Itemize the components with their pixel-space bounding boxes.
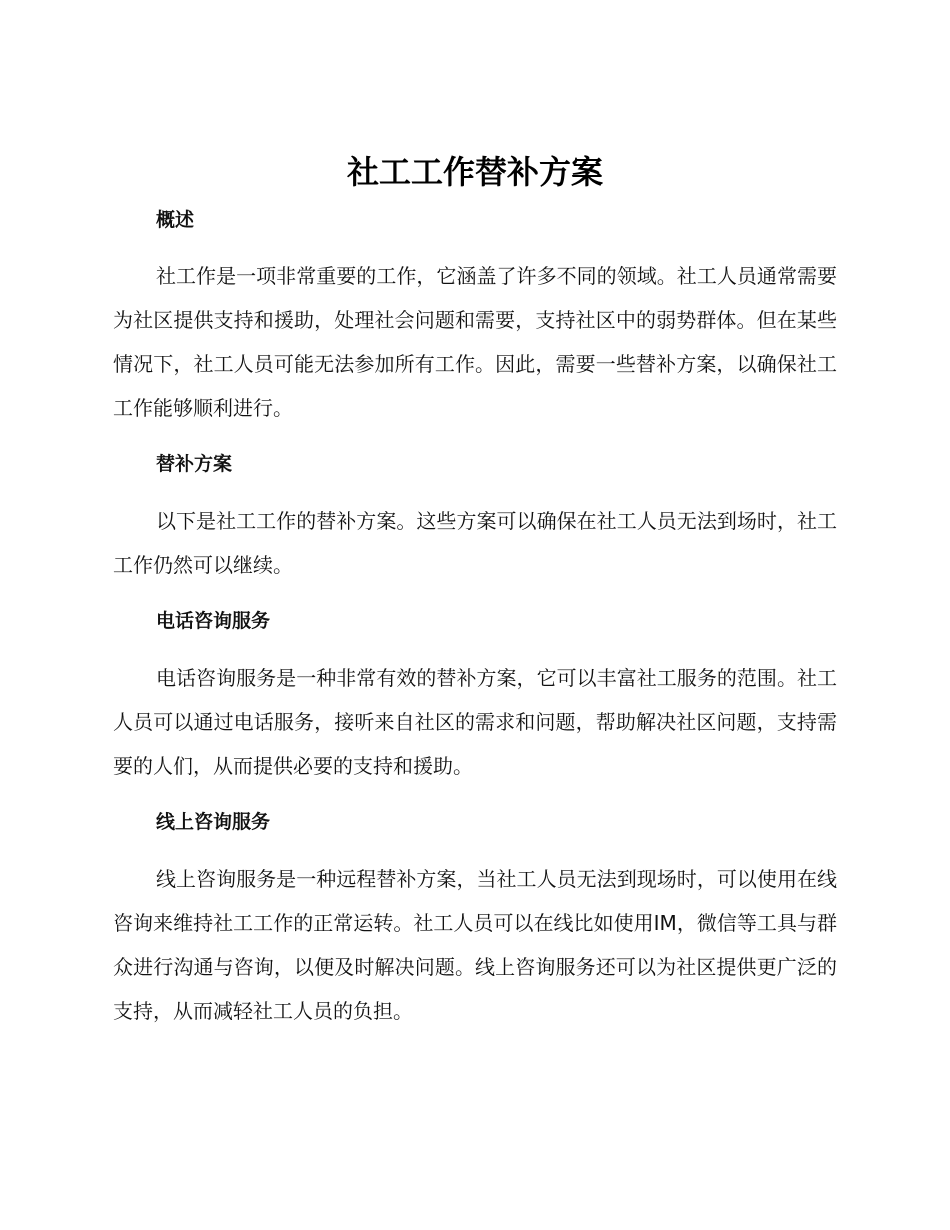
section-paragraph-online-consultation: 线上咨询服务是一种远程替补方案，当社工人员无法到现场时，可以使用在线咨询来维持社工工作的正常运转。社工人员可以在线比如使用IM，微信等工具与群众进行沟通与咨询，以便及时解决问题。线上咨询服务还可以为社区提供更广泛的支持，从而减轻社工人员的负担。: [113, 867, 837, 1023]
section-alternatives: [113, 449, 837, 587]
section-paragraph-alternatives: 以下是社工工作的替补方案。这些方案可以确保在社工人员无法到场时，社工工作仍然可以继续。: [113, 509, 837, 577]
section-heading-online-consultation: 线上咨询服务: [156, 811, 271, 833]
section-heading-alternatives: 替补方案: [156, 453, 233, 475]
section-phone-consultation: [113, 606, 837, 788]
document-body: [113, 148, 837, 1033]
section-heading-overview: 概述: [156, 209, 195, 231]
section-paragraph-phone-consultation: 电话咨询服务是一种非常有效的替补方案，它可以丰富社工服务的范围。社工人员可以通过电话服务，接听来自社区的需求和问题，帮助解决社区问题，支持需要的人们，从而提供必要的支持和援助。: [113, 666, 837, 778]
section-paragraph-overview: 社工作是一项非常重要的工作，它涵盖了许多不同的领域。社工人员通常需要为社区提供支持和援助，处理社会问题和需要，支持社区中的弱势群体。但在某些情况下，社工人员可能无法参加所有工作。因此，需要一些替补方案，以确保社工工作能够顺利进行。: [113, 264, 837, 420]
section-overview: [113, 205, 837, 430]
section-online-consultation: [113, 807, 837, 1033]
section-heading-phone-consultation: 电话咨询服务: [156, 610, 271, 632]
document-title: 社工工作替补方案: [346, 153, 603, 191]
